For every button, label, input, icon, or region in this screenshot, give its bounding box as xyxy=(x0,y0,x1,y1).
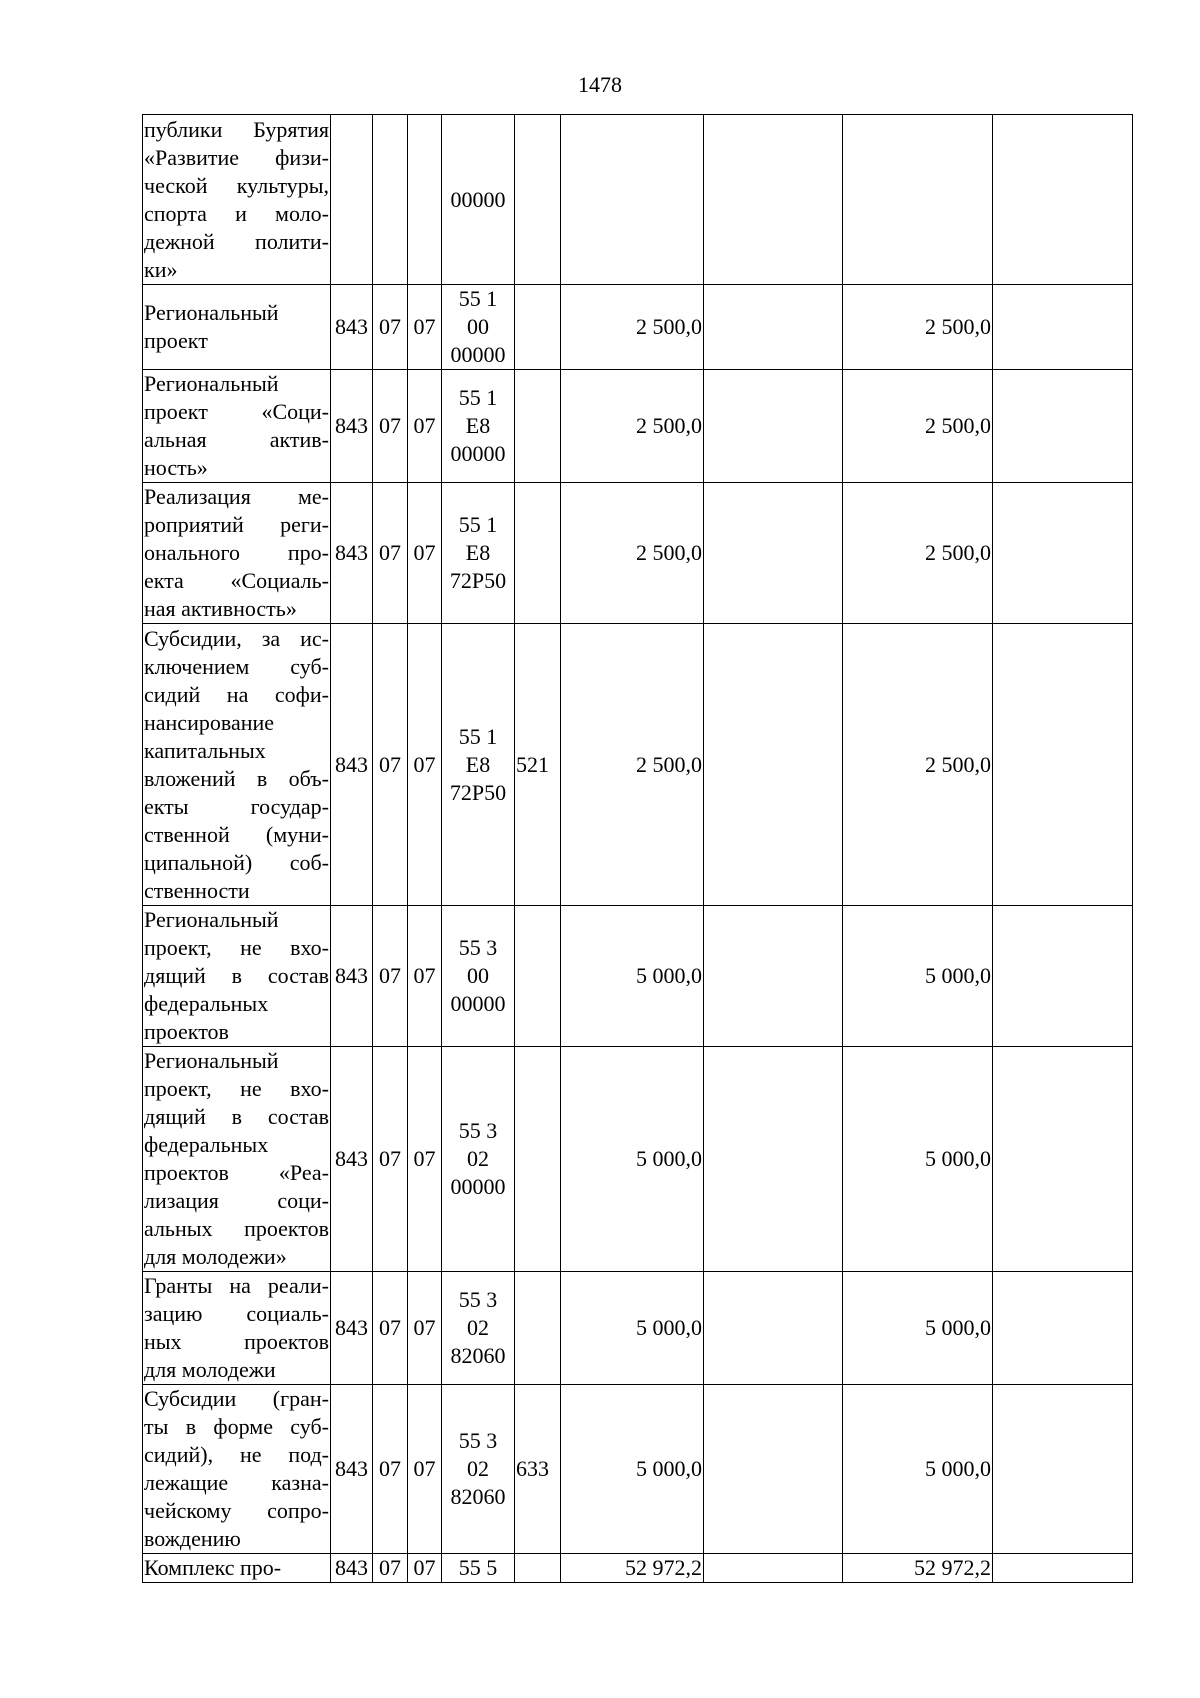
cell-expense-type xyxy=(515,483,561,624)
cell-sum-2 xyxy=(704,370,843,483)
target-article-line: 00000 xyxy=(450,441,506,466)
cell-target-article xyxy=(442,1385,515,1554)
name-line: вложений в объ- xyxy=(144,765,329,791)
cell-sum-3: 2 500,0 xyxy=(843,483,993,624)
target-article-line: 55 1 xyxy=(458,385,498,410)
name-line: ность» xyxy=(144,455,208,480)
cell-sum-2 xyxy=(704,1554,843,1583)
cell-rz: 07 xyxy=(373,285,408,370)
cell-rz xyxy=(373,115,408,285)
name-line: ственной (муни- xyxy=(144,821,329,847)
cell-target-article xyxy=(442,624,515,906)
name-line: публики Бурятия xyxy=(144,116,329,142)
cell-sum-2 xyxy=(704,906,843,1047)
name-line: ственности xyxy=(144,877,250,903)
target-article-line: 55 3 xyxy=(458,1428,498,1453)
cell-grbs: 843 xyxy=(331,906,373,1047)
cell-name xyxy=(143,1554,331,1583)
cell-name xyxy=(143,624,331,906)
cell-name xyxy=(143,115,331,285)
name-line: екты государ- xyxy=(144,793,329,819)
table-row xyxy=(143,906,1133,1047)
table-row xyxy=(143,370,1133,483)
name-line: федеральных xyxy=(144,991,269,1016)
cell-name xyxy=(143,370,331,483)
cell-sum-1: 5 000,0 xyxy=(561,906,704,1047)
cell-sum-3: 2 500,0 xyxy=(843,370,993,483)
cell-sum-4 xyxy=(993,1272,1133,1385)
cell-pr: 07 xyxy=(408,370,442,483)
target-article-line: 00 xyxy=(467,314,489,339)
target-article-line: 00 xyxy=(467,963,489,988)
name-line: Субсидии, за ис- xyxy=(144,625,329,651)
cell-sum-3 xyxy=(843,115,993,285)
cell-expense-type xyxy=(515,115,561,285)
name-line: ная активность» xyxy=(144,596,297,621)
target-article-line: 02 xyxy=(467,1315,489,1340)
cell-sum-1 xyxy=(561,115,704,285)
name-line: ципальной) соб- xyxy=(144,849,329,875)
budget-table xyxy=(142,114,1133,1583)
name-line: дящий в состав xyxy=(144,963,329,988)
name-line: чейскому сопро- xyxy=(144,1498,329,1523)
cell-rz: 07 xyxy=(373,483,408,624)
target-article-line: 55 3 xyxy=(458,1287,498,1312)
cell-sum-3: 2 500,0 xyxy=(843,285,993,370)
cell-pr: 07 xyxy=(408,1554,442,1583)
name-line: для молодежи xyxy=(144,1357,276,1382)
cell-sum-2 xyxy=(704,285,843,370)
cell-target-article xyxy=(442,1047,515,1272)
target-article-line: 55 1 xyxy=(458,723,498,749)
cell-grbs: 843 xyxy=(331,1272,373,1385)
cell-expense-type: 633 xyxy=(515,1385,561,1554)
cell-sum-1: 2 500,0 xyxy=(561,285,704,370)
target-article-line: 55 5 xyxy=(458,1555,498,1580)
cell-pr: 07 xyxy=(408,285,442,370)
cell-target-article xyxy=(442,906,515,1047)
cell-sum-2 xyxy=(704,483,843,624)
cell-expense-type xyxy=(515,370,561,483)
cell-name xyxy=(143,483,331,624)
target-article-line: 82060 xyxy=(450,1343,506,1368)
cell-expense-type xyxy=(515,1272,561,1385)
cell-sum-4 xyxy=(993,1554,1133,1583)
name-line: проект, не вхо- xyxy=(144,935,329,960)
cell-target-article xyxy=(442,370,515,483)
target-article-line: 02 xyxy=(467,1146,489,1171)
cell-sum-3: 5 000,0 xyxy=(843,1385,993,1554)
cell-sum-4 xyxy=(993,285,1133,370)
cell-target-article xyxy=(442,483,515,624)
cell-sum-1: 52 972,2 xyxy=(561,1554,704,1583)
name-line: Реализация ме- xyxy=(144,484,329,509)
cell-sum-4 xyxy=(993,624,1133,906)
name-line: проект, не вхо- xyxy=(144,1076,329,1101)
cell-grbs: 843 xyxy=(331,1385,373,1554)
name-line: сидий), не под- xyxy=(144,1442,329,1467)
cell-target-article xyxy=(442,285,515,370)
name-line: Комплекс про- xyxy=(144,1555,282,1580)
name-line: роприятий реги- xyxy=(144,512,329,537)
name-line: лизация соци- xyxy=(144,1188,329,1213)
cell-rz: 07 xyxy=(373,1385,408,1554)
cell-sum-3: 2 500,0 xyxy=(843,624,993,906)
cell-grbs: 843 xyxy=(331,624,373,906)
target-article-line: 02 xyxy=(467,1456,489,1481)
cell-pr xyxy=(408,115,442,285)
name-line: альная актив- xyxy=(144,427,329,452)
target-article-line: E8 xyxy=(465,751,491,777)
cell-pr: 07 xyxy=(408,1047,442,1272)
name-line: федеральных xyxy=(144,1132,269,1157)
target-article-line: E8 xyxy=(465,413,491,438)
name-line: дежной полити- xyxy=(144,228,329,254)
cell-rz: 07 xyxy=(373,624,408,906)
table-row xyxy=(143,1554,1133,1583)
target-article-line: 00000 xyxy=(450,186,506,212)
name-line: ключением суб- xyxy=(144,653,329,679)
cell-rz: 07 xyxy=(373,370,408,483)
name-line: Региональный xyxy=(144,907,279,932)
table-row xyxy=(143,483,1133,624)
cell-sum-2 xyxy=(704,1272,843,1385)
name-line: дящий в состав xyxy=(144,1104,329,1129)
cell-grbs: 843 xyxy=(331,483,373,624)
table-body xyxy=(143,115,1133,1583)
target-article-line: 72P50 xyxy=(449,779,507,805)
cell-rz: 07 xyxy=(373,1047,408,1272)
cell-sum-4 xyxy=(993,1047,1133,1272)
cell-name xyxy=(143,1385,331,1554)
name-line: проектов «Реа- xyxy=(144,1160,329,1185)
cell-name xyxy=(143,906,331,1047)
name-line: нансирование xyxy=(144,709,275,735)
name-line: зацию социаль- xyxy=(144,1301,329,1326)
cell-sum-4 xyxy=(993,1385,1133,1554)
target-article-line: 55 3 xyxy=(458,935,498,960)
name-line: ных проектов xyxy=(144,1329,329,1354)
cell-sum-3: 5 000,0 xyxy=(843,1047,993,1272)
page-number: 1478 xyxy=(578,72,622,97)
target-article-line: 00000 xyxy=(450,991,506,1016)
cell-expense-type xyxy=(515,1554,561,1583)
name-line: лежащие казна- xyxy=(144,1470,329,1495)
name-line: для молодежи» xyxy=(144,1244,287,1269)
name-line: ки» xyxy=(144,256,178,282)
cell-sum-1: 2 500,0 xyxy=(561,370,704,483)
cell-sum-2 xyxy=(704,115,843,285)
name-line: Субсидии (гран- xyxy=(144,1386,329,1411)
cell-sum-2 xyxy=(704,1385,843,1554)
name-line: проект «Соци- xyxy=(144,399,329,424)
name-line: Региональный xyxy=(144,300,279,325)
target-article-line: 55 1 xyxy=(458,286,498,311)
cell-rz: 07 xyxy=(373,906,408,1047)
cell-rz: 07 xyxy=(373,1554,408,1583)
target-article-line: 72P50 xyxy=(449,568,507,593)
name-line: ты в форме суб- xyxy=(144,1414,329,1439)
table-row xyxy=(143,624,1133,906)
name-line: Региональный xyxy=(144,371,279,396)
cell-sum-1: 5 000,0 xyxy=(561,1385,704,1554)
target-article-line: 82060 xyxy=(450,1484,506,1509)
name-line: спорта и моло- xyxy=(144,200,329,226)
target-article-line: 55 3 xyxy=(458,1118,498,1143)
cell-grbs: 843 xyxy=(331,1047,373,1272)
cell-rz: 07 xyxy=(373,1272,408,1385)
name-line: ческой культуры, xyxy=(144,172,329,198)
cell-name xyxy=(143,1272,331,1385)
cell-grbs xyxy=(331,115,373,285)
table-row xyxy=(143,1272,1133,1385)
cell-target-article xyxy=(442,1554,515,1583)
target-article-line: 00000 xyxy=(450,1174,506,1199)
target-article-line: 00000 xyxy=(450,342,506,367)
cell-name xyxy=(143,285,331,370)
cell-sum-4 xyxy=(993,906,1133,1047)
name-line: Гранты на реали- xyxy=(144,1273,329,1298)
cell-pr: 07 xyxy=(408,483,442,624)
cell-expense-type xyxy=(515,1047,561,1272)
name-line: сидий на софи- xyxy=(144,681,329,707)
name-line: проектов xyxy=(144,1019,229,1044)
cell-name xyxy=(143,1047,331,1272)
cell-sum-4 xyxy=(993,370,1133,483)
cell-sum-1: 5 000,0 xyxy=(561,1047,704,1272)
table-row xyxy=(143,1047,1133,1272)
cell-sum-1: 5 000,0 xyxy=(561,1272,704,1385)
name-line: вождению xyxy=(144,1526,241,1551)
name-line: проект xyxy=(144,328,208,353)
name-line: альных проектов xyxy=(144,1216,329,1241)
cell-pr: 07 xyxy=(408,1385,442,1554)
cell-pr: 07 xyxy=(408,624,442,906)
name-line: «Развитие физи- xyxy=(144,144,329,170)
name-line: онального про- xyxy=(144,540,329,565)
cell-sum-1: 2 500,0 xyxy=(561,483,704,624)
cell-expense-type xyxy=(515,285,561,370)
cell-sum-2 xyxy=(704,624,843,906)
name-line: Региональный xyxy=(144,1048,279,1073)
cell-pr: 07 xyxy=(408,906,442,1047)
cell-grbs: 843 xyxy=(331,370,373,483)
cell-grbs: 843 xyxy=(331,1554,373,1583)
cell-sum-1: 2 500,0 xyxy=(561,624,704,906)
cell-sum-3: 5 000,0 xyxy=(843,1272,993,1385)
cell-sum-4 xyxy=(993,115,1133,285)
cell-sum-3: 5 000,0 xyxy=(843,906,993,1047)
table-row xyxy=(143,115,1133,285)
target-article-line: E8 xyxy=(465,540,491,565)
cell-expense-type: 521 xyxy=(515,624,561,906)
name-line: капитальных xyxy=(144,737,266,763)
cell-pr: 07 xyxy=(408,1272,442,1385)
table-row xyxy=(143,285,1133,370)
cell-sum-3: 52 972,2 xyxy=(843,1554,993,1583)
name-line: екта «Социаль- xyxy=(144,568,329,593)
cell-grbs: 843 xyxy=(331,285,373,370)
cell-target-article xyxy=(442,115,515,285)
cell-sum-2 xyxy=(704,1047,843,1272)
table-row xyxy=(143,1385,1133,1554)
cell-target-article xyxy=(442,1272,515,1385)
cell-sum-4 xyxy=(993,483,1133,624)
cell-expense-type xyxy=(515,906,561,1047)
target-article-line: 55 1 xyxy=(458,512,498,537)
